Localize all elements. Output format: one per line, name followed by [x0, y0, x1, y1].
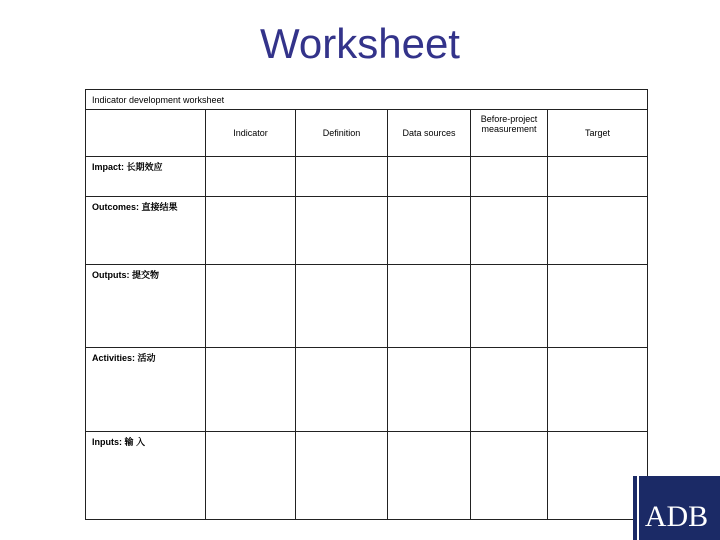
table-row [86, 265, 648, 348]
header-before-project-measurement: Before-project measurement [471, 110, 548, 157]
cell-inputs-before-project[interactable] [471, 432, 548, 520]
cell-outcomes-definition[interactable] [296, 197, 388, 265]
cell-activities-before-project[interactable] [471, 348, 548, 432]
cell-inputs-data-sources[interactable] [388, 432, 471, 520]
cell-outcomes-before-project[interactable] [471, 197, 548, 265]
cell-outputs-before-project[interactable] [471, 265, 548, 348]
cell-impact-indicator[interactable] [206, 157, 296, 197]
table-row [86, 432, 648, 520]
header-row [86, 110, 648, 157]
header-data-sources: Data sources [388, 110, 471, 157]
header-definition: Definition [296, 110, 388, 157]
row-label-outcomes: Outcomes: 直接结果 [86, 197, 206, 265]
header-cell-empty [86, 110, 206, 157]
cell-activities-indicator[interactable] [206, 348, 296, 432]
adb-logo-text: ADB [644, 500, 709, 533]
adb-logo [633, 476, 720, 540]
cell-impact-target[interactable] [548, 157, 648, 197]
cell-outputs-target[interactable] [548, 265, 648, 348]
row-label-activities: Activities: 活动 [86, 348, 206, 432]
cell-outputs-indicator[interactable] [206, 265, 296, 348]
table-row [86, 197, 648, 265]
cell-outcomes-data-sources[interactable] [388, 197, 471, 265]
row-label-inputs: Inputs: 输 入 [86, 432, 206, 520]
row-label-outputs: Outputs: 提交物 [86, 265, 206, 348]
cell-activities-data-sources[interactable] [388, 348, 471, 432]
cell-outcomes-indicator[interactable] [206, 197, 296, 265]
table-row [86, 157, 648, 197]
table-row [86, 348, 648, 432]
page-title: Worksheet [260, 20, 460, 67]
cell-impact-definition[interactable] [296, 157, 388, 197]
header-indicator: Indicator [206, 110, 296, 157]
indicator-worksheet-table [85, 89, 648, 520]
cell-activities-definition[interactable] [296, 348, 388, 432]
cell-impact-data-sources[interactable] [388, 157, 471, 197]
cell-inputs-definition[interactable] [296, 432, 388, 520]
cell-outputs-definition[interactable] [296, 265, 388, 348]
worksheet-caption: Indicator development worksheet [86, 90, 648, 110]
header-target: Target [548, 110, 648, 157]
cell-activities-target[interactable] [548, 348, 648, 432]
cell-inputs-indicator[interactable] [206, 432, 296, 520]
row-label-impact: Impact: 长期效应 [86, 157, 206, 197]
cell-outcomes-target[interactable] [548, 197, 648, 265]
cell-outputs-data-sources[interactable] [388, 265, 471, 348]
cell-impact-before-project[interactable] [471, 157, 548, 197]
